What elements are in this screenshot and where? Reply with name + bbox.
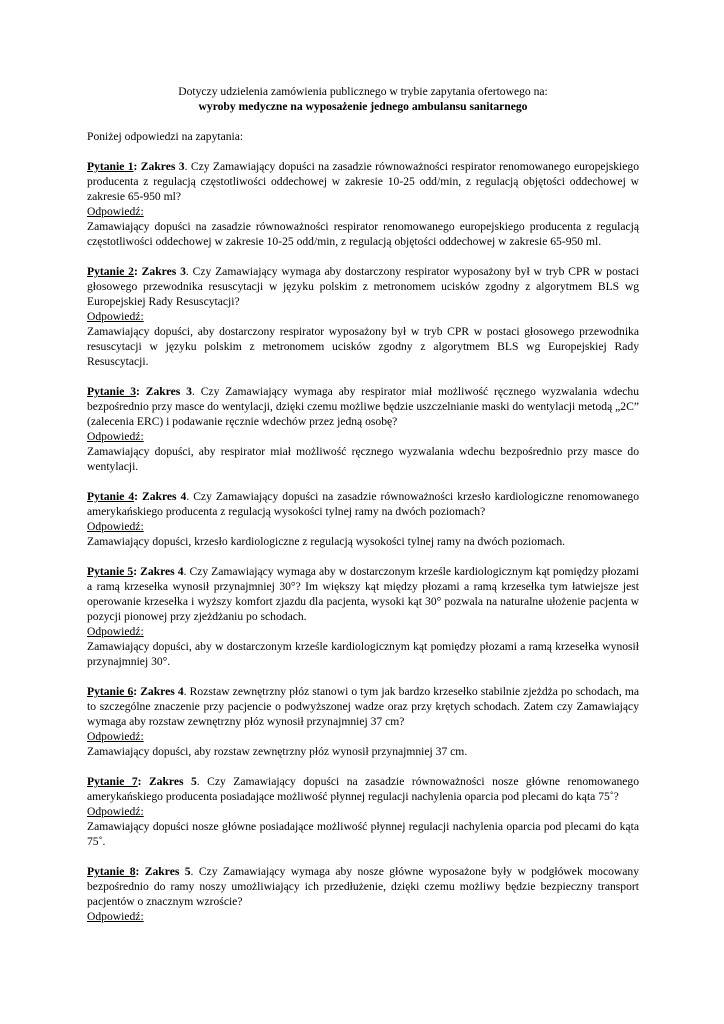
answer-label: Odpowiedź: — [87, 805, 144, 818]
question-zakres: Zakres 5 — [148, 775, 197, 788]
question-label: Pytanie 5 — [87, 565, 134, 578]
question-zakres: Zakres 4 — [140, 685, 184, 698]
question-label: Pytanie 1 — [87, 160, 134, 173]
qa-block — [87, 564, 639, 669]
document-page — [87, 84, 639, 939]
question-label: Pytanie 3 — [87, 385, 136, 398]
question-text: . Czy Zamawiający wymaga aby dostarczony respirator wyposażony był w tryb CPR w postaci głosowego przewodnika resuscytacji w języku polskim z metronomem ucisków zgodny z algorytmem BLS wg Europejskiej Rady Resuscytacji? — [87, 265, 639, 308]
question-zakres: Zakres 4 — [140, 565, 184, 578]
question-text: . Czy Zamawiający dopuści na zasadzie równoważności respirator renomowanego europejskiego producenta z regulacją częstotliwości oddechowej w zakresie 10-25 odd/min, z regulacją objętości oddechowej w zakresie 65-950 ml? — [87, 160, 640, 203]
question-separator: : — [136, 385, 146, 398]
question-zakres: Zakres 3 — [141, 265, 186, 278]
answer-text: Zamawiający dopuści, aby rozstaw zewnętrzny płóz wynosił przynajmniej 37 cm. — [87, 745, 468, 758]
qa-block — [87, 264, 639, 369]
question-paragraph — [87, 384, 639, 429]
question-label: Pytanie 4 — [87, 490, 135, 503]
question-paragraph — [87, 159, 639, 204]
question-zakres: Zakres 3 — [140, 160, 185, 173]
qa-list — [87, 159, 639, 924]
qa-block — [87, 684, 639, 759]
question-zakres: Zakres 5 — [144, 865, 191, 878]
qa-block — [87, 489, 639, 549]
question-label: Pytanie 7 — [87, 775, 138, 788]
question-separator: : — [135, 865, 145, 878]
question-text: . Czy Zamawiający wymaga aby respirator miał możliwość ręcznego wyzwalania wdechu bezpośrednio przy masce do wentylacji, dzięki czemu możliwe będzie uszczelnianie maski do wentylacji metodą „2C” (zalecenia ERC) i podawanie ręcznie wdechów przez jedną osobę? — [87, 385, 640, 428]
question-separator: : — [133, 685, 141, 698]
question-paragraph — [87, 489, 639, 519]
answer-text: Zamawiający dopuści, aby w dostarczonym krześle kardiologicznym kąt pomiędzy płozami a ramą krzesełka wynosił przynajmniej 30°. — [87, 640, 639, 668]
question-separator: : — [137, 775, 149, 788]
answer-text: Zamawiający dopuści na zasadzie równoważności respirator renomowanego europejskiego producenta z regulacją częstotliwości oddechowej w zakresie 10-25 odd/min, z regulacją objętości oddechowej w zakresie 65-950 ml. — [87, 220, 639, 248]
answer-label: Odpowiedź: — [87, 430, 144, 443]
question-text: . Czy Zamawiający dopuści na zasadzie równoważności krzesło kardiologiczne renomowanego amerykańskiego producenta z regulacją wysokości tylnej ramy na dwóch poziomach? — [87, 490, 639, 518]
question-separator: : — [133, 265, 142, 278]
question-zakres: Zakres 4 — [141, 490, 187, 503]
header-line-1: Dotyczy udzielenia zamówienia publicznego w trybie zapytania ofertowego na: — [178, 85, 548, 98]
question-paragraph — [87, 684, 639, 729]
answer-text: Zamawiający dopuści, aby dostarczony respirator wyposażony był w tryb CPR w postaci głosowego przewodnika resuscytacji w języku polskim z metronomem ucisków zgodny z algorytmem BLS wg Europejskiej Rady Resuscytacji. — [87, 325, 639, 368]
answer-label: Odpowiedź: — [87, 205, 144, 218]
question-separator: : — [134, 490, 142, 503]
question-text: . Rozstaw zewnętrzny płóz stanowi o tym jak bardzo krzesełko stabilnie zjeżdża po schodach, ma to szczególne znaczenie przy pacjencie o podwyższonej wadze oraz przy krętych schodach. Zatem czy Zamawiający wymaga aby rozstaw zewnętrzny płóz wynosił przynajmniej 37 cm? — [87, 685, 639, 728]
question-separator: : — [133, 160, 141, 173]
question-text: . Czy Zamawiający wymaga aby nosze główne wyposażone były w podgłówek mocowany bezpośrednio do ramy noszy umożliwiający ich przedłużenie, dzięki czemu możliwy będzie bezpieczny transport pacjentów o znacznym wzroście? — [87, 865, 639, 908]
question-text: . Czy Zamawiający wymaga aby w dostarczonym krześle kardiologicznym kąt pomiędzy płozami a ramą krzesełka wynosił przynajmniej 30°? Im większy kąt między płozami a ramą krzesełka tym łatwiejsze jest operowanie krzesełka i wyższy komfort zjazdu dla pacjenta, wysoki kąt 30° pozwala na naturalne ułożenie pacjenta w pozycji pionowej przy zjeżdżaniu po schodach. — [87, 565, 639, 623]
answer-label: Odpowiedź: — [87, 730, 144, 743]
qa-block — [87, 774, 639, 849]
answer-text: Zamawiający dopuści nosze główne posiadające możliwość płynnej regulacji nachylenia oparcia pod plecami do kąta 75˚. — [87, 820, 639, 848]
question-zakres: Zakres 3 — [145, 385, 192, 398]
question-paragraph — [87, 774, 639, 804]
question-paragraph — [87, 564, 639, 624]
answer-label: Odpowiedź: — [87, 910, 144, 923]
question-paragraph — [87, 264, 639, 309]
header-line-2: wyroby medyczne na wyposażenie jednego ambulansu sanitarnego — [198, 100, 528, 113]
answer-label: Odpowiedź: — [87, 520, 144, 533]
question-label: Pytanie 8 — [87, 865, 136, 878]
answer-label: Odpowiedź: — [87, 310, 144, 323]
question-text: . Czy Zamawiający dopuści na zasadzie równoważności nosze główne renomowanego amerykańskiego producenta posiadające możliwość płynnej regulacji nachylenia oparcia pod plecami do kąta 75˚? — [87, 775, 639, 803]
intro-text: Poniżej odpowiedzi na zapytania: — [87, 130, 244, 143]
document-header — [87, 84, 639, 114]
question-label: Pytanie 6 — [87, 685, 134, 698]
answer-label: Odpowiedź: — [87, 625, 144, 638]
answer-text: Zamawiający dopuści, aby respirator miał możliwość ręcznego wyzwalania wdechu bezpośrednio przy masce do wentylacji. — [87, 445, 639, 473]
answer-text: Zamawiający dopuści, krzesło kardiologiczne z regulacją wysokości tylnej ramy na dwóch poziomach. — [87, 535, 566, 548]
question-label: Pytanie 2 — [87, 265, 134, 278]
question-paragraph — [87, 864, 639, 909]
qa-block — [87, 864, 639, 924]
qa-block — [87, 159, 639, 249]
qa-block — [87, 384, 639, 474]
question-separator: : — [133, 565, 141, 578]
